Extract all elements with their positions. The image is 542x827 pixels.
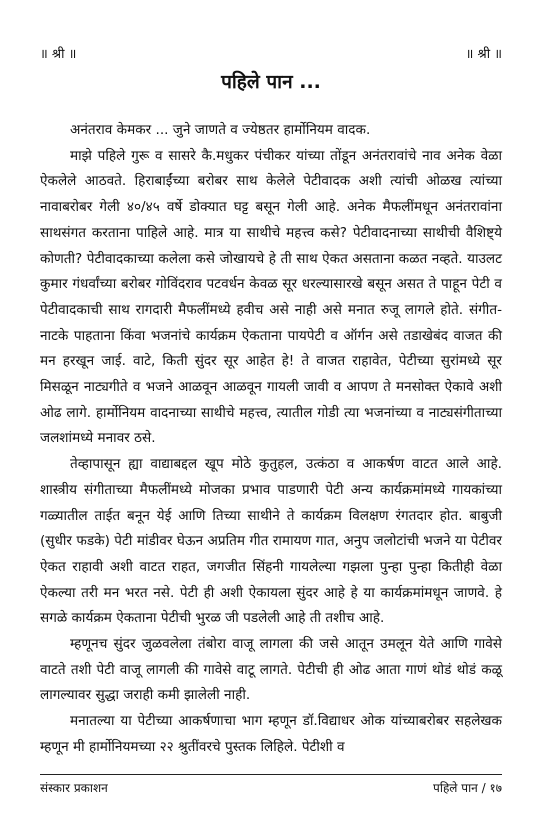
body-text	[40, 118, 502, 761]
footer-page-number: पहिले पान / १७	[433, 781, 502, 795]
paragraph: तेव्हापासून ह्या वाद्याबद्दल खूप मोठे कुतुहल, उत्कंठा व आकर्षण वाटत आले आहे. शास्त्रीय संगीताच्या मैफलींमध्ये मोजका प्रभाव पाडणारी पेटी अन्य कार्यक्रमांमध्ये गायकांच्या गळ्यातील ताईत बनून येई आणि तिच्या साथीने ते कार्यक्रम विलक्षण रंगतदार होत. बाबुजी (सुधीर फडके) पेटी मांडीवर घेऊन अप्रतिम गीत रामायण गात, अनुप जलोटांची भजने या पेटीवर ऐकत राहावी अशी वाटत राहत, जगजीत सिंहनी गायलेल्या गझला पुन्हा पुन्हा कितीही वेळा ऐकल्या तरी मन भरत नसे. पेटी ही अशी ऐकायला सुंदर आहे हे या कार्यक्रमांमधून जाणवे. हे सगळे कार्यक्रम ऐकताना पेटीची भुरळ जी पडलेली आहे ती तशीच आहे.	[40, 456, 502, 627]
chapter-title: पहिले पान ...	[221, 71, 321, 93]
paragraph: माझे पहिले गुरू व सासरे कै.मधुकर पंचीकर यांच्या तोंडून अनंतरावांचे नाव अनेक वेळा ऐकलेले आठवते. हिराबाईंच्या बरोबर साथ केलेले पेटीवादक अशी त्यांची ओळख त्यांच्या नावाबरोबर गेली ४०/४५ वर्षे डोक्यात घट्ट बसून गेली आहे. अनेक मैफलींमधून अनंतरावांना साथसंगत करताना पाहिले आहे. मात्र या साथीचे महत्त्व कसे? पेटीवादनाच्या साथीची वैशिष्ट्ये कोणती? पेटीवादकाच्या कलेला कसे जोखायचे हे ती साथ ऐकत असताना कळत नव्हते. याउलट कुमार गंधर्वांच्या बरोबर गोविंदराव पटवर्धन केवळ सूर धरल्यासारखे बसून असत ते पाहून पेटी व पेटीवादकाची साथ रागदारी मैफलींमध्ये हवीच असे नाही असे मनात रुजू लागले होते. संगीत-नाटके पाहताना किंवा भजनांचे कार्यक्रम ऐकताना पायपेटी व ऑर्गन असे तडाखेबंद वाजत की मन हरखून जाई. वाटे, किती सुंदर सूर आहेत हे! ते वाजत राहावेत, पेटीच्या सुरांमध्ये सूर मिसळून नाट्यगीते व भजने आळवून आळवून गायली जावी व आपण ते मनसोक्त ऐकावे अशी ओढ लागे. हार्मोनियम वादनाच्या साथीचे महत्त्व, त्यातील गोडी त्या भजनांच्या व नाट्यसंगीताच्या जलशांमध्ये मनावर ठसे.	[40, 147, 502, 447]
footer-publisher: संस्कार प्रकाशन	[40, 781, 108, 795]
header-right: ॥ श्री ॥	[465, 47, 502, 62]
paragraph: अनंतराव केमकर ... जुने जाणते व ज्येष्ठतर हार्मोनियम वादक.	[70, 122, 371, 138]
header-left: ॥ श्री ॥	[40, 47, 77, 62]
paragraph: म्हणूनच सुंदर जुळवलेला तंबोरा वाजू लागला की जसे आतून उमलून येते आणि गावेसे वाटते तशी पेटी वाजू लागली की गावेसे वाटू लागते. पेटीची ही ओढ आता गाणं थोडं थोडं कळू लागल्यावर सुद्धा जराही कमी झालेली नाही.	[40, 636, 502, 704]
paragraph: मनातल्या या पेटीच्या आकर्षणाचा भाग म्हणून डॉ.विद्याधर ओक यांच्याबरोबर सहलेखक म्हणून मी हार्मोनियमच्या २२ श्रुतींवरचे पुस्तक लिहिले. पेटीशी व	[40, 713, 502, 755]
footer-rule	[40, 774, 502, 775]
